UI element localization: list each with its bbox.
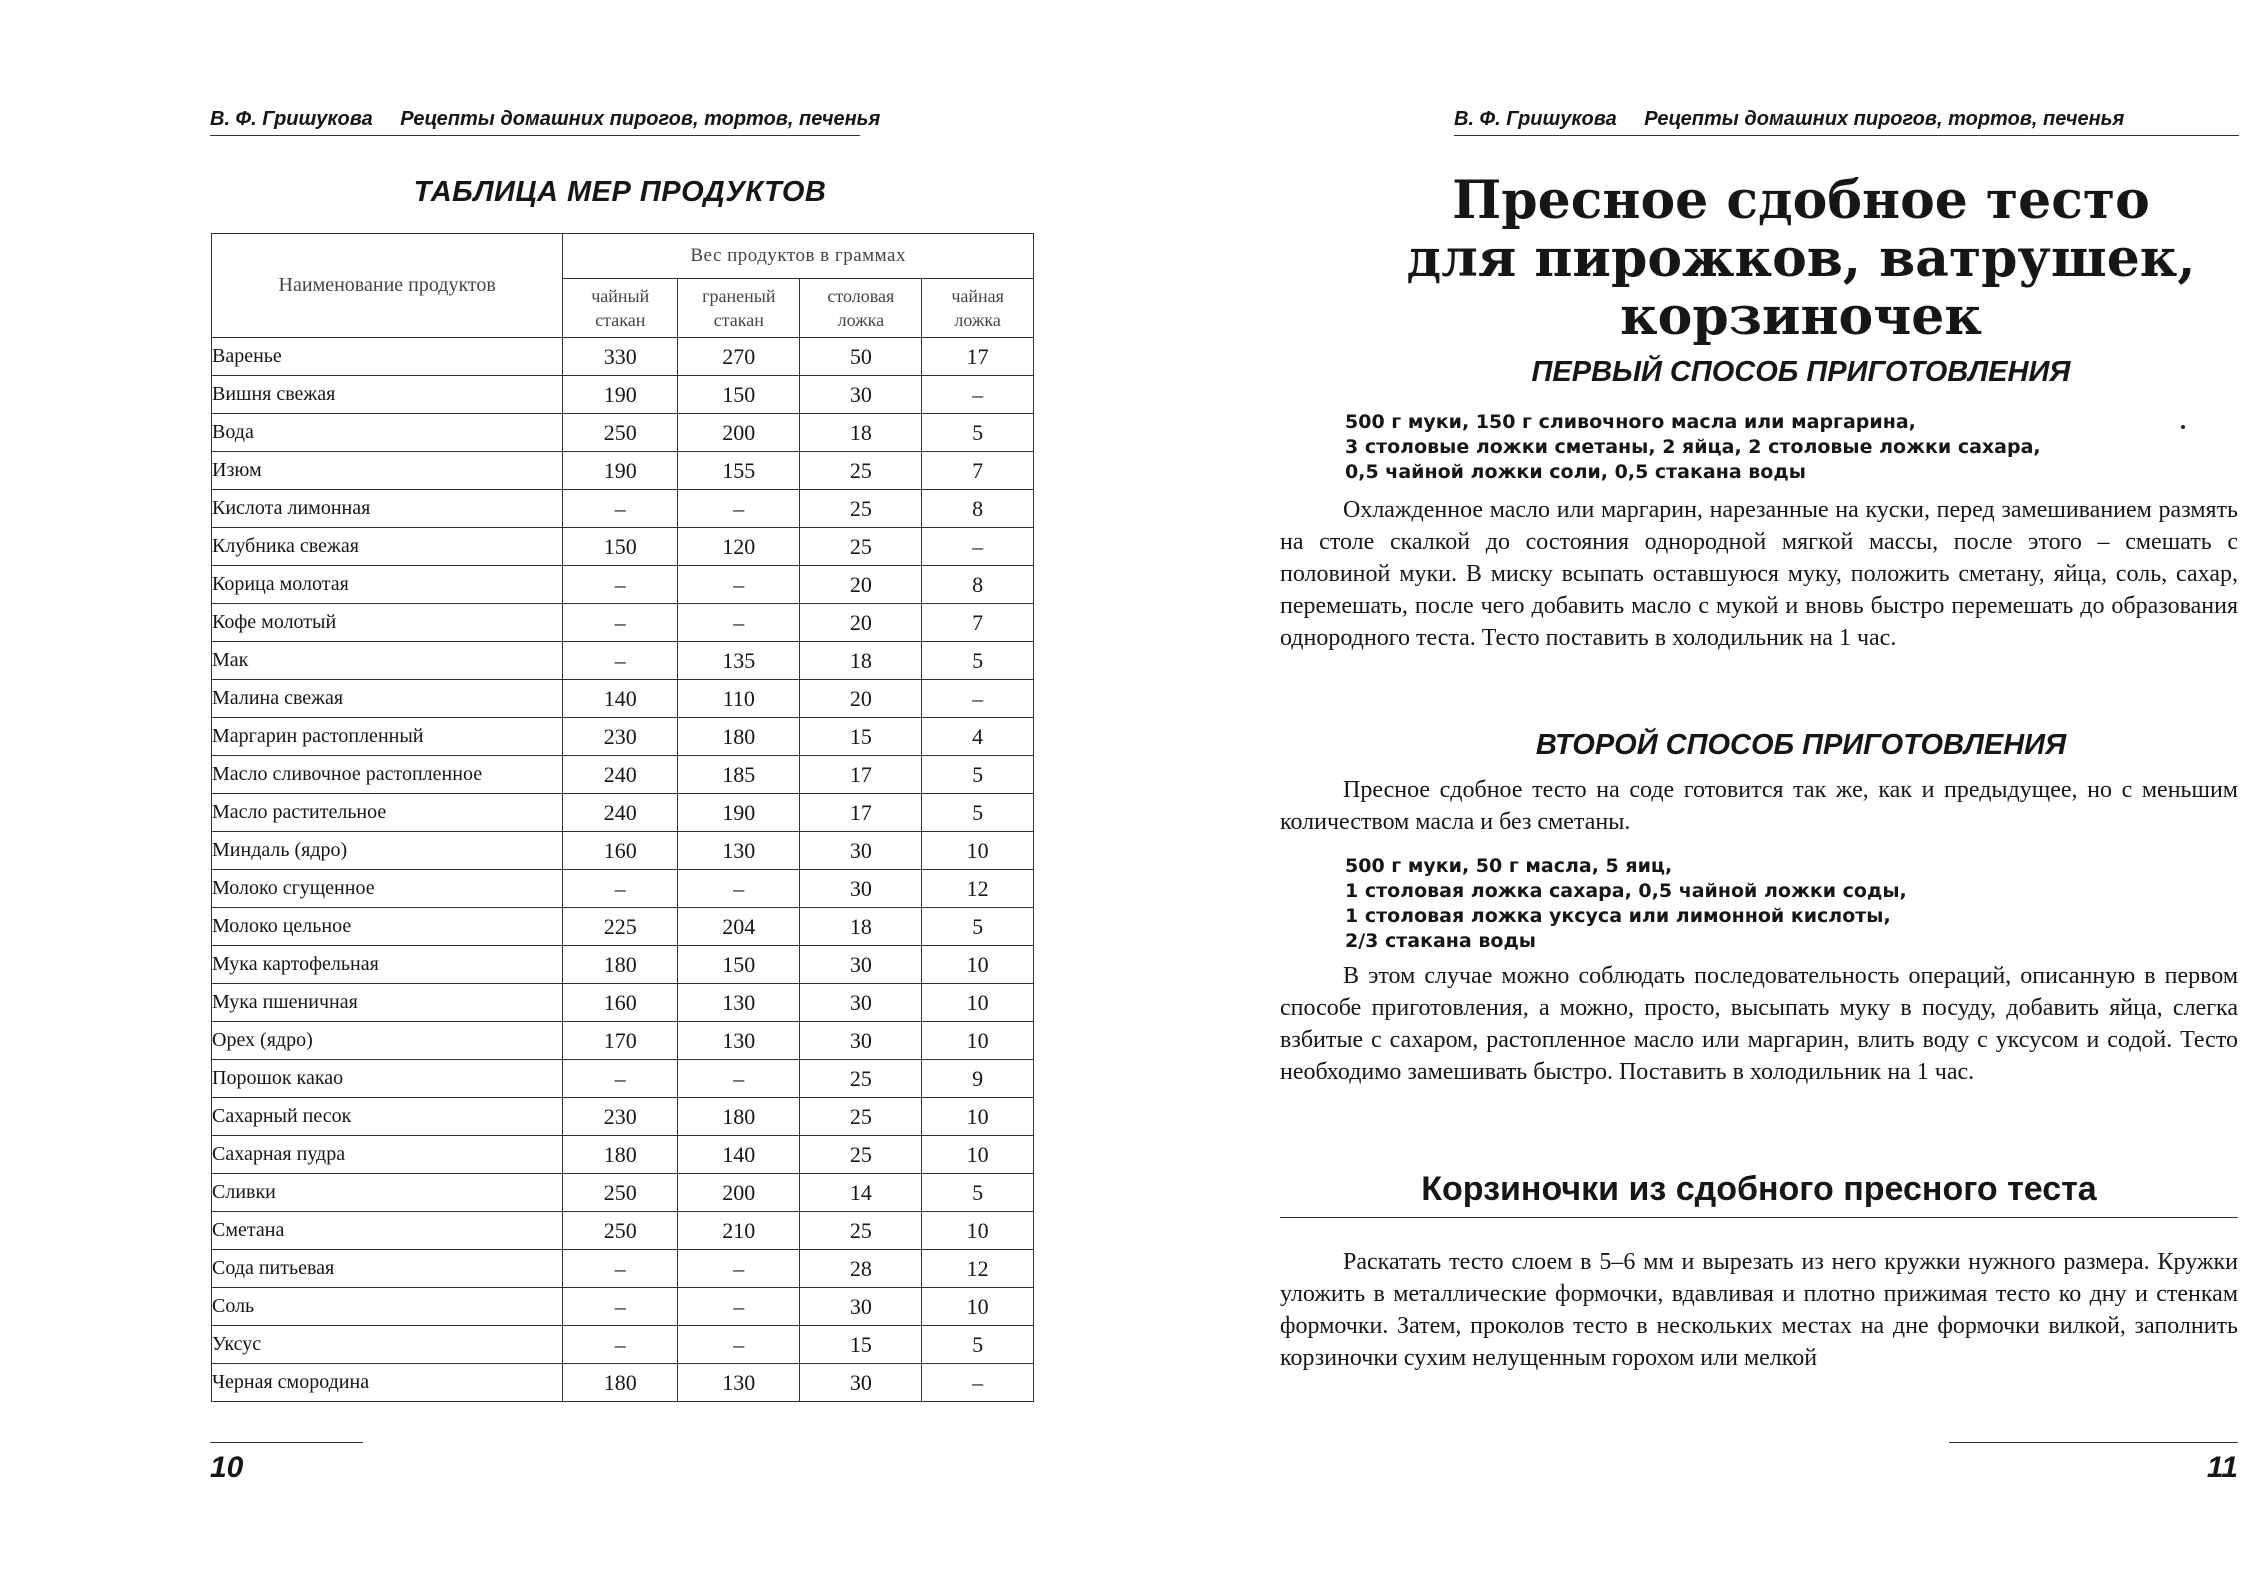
weight-cell: 20 bbox=[800, 604, 922, 642]
method2-heading: ВТОРОЙ СПОСОБ ПРИГОТОВЛЕНИЯ bbox=[1535, 729, 2067, 761]
weight-cell: 12 bbox=[922, 870, 1034, 908]
left-page bbox=[0, 0, 1131, 1596]
weight-cell: 140 bbox=[678, 1136, 800, 1174]
weight-cell: – bbox=[678, 1060, 800, 1098]
table-row bbox=[212, 908, 1034, 946]
weight-cell: 7 bbox=[922, 452, 1034, 490]
weight-cell: – bbox=[563, 604, 678, 642]
table-row bbox=[212, 1098, 1034, 1136]
table-row bbox=[212, 1060, 1034, 1098]
weight-cell: 10 bbox=[922, 946, 1034, 984]
weight-cell: 25 bbox=[800, 1060, 922, 1098]
weight-cell: 240 bbox=[563, 756, 678, 794]
weight-cell: 270 bbox=[678, 338, 800, 376]
weight-cell: 204 bbox=[678, 908, 800, 946]
table-row bbox=[212, 1212, 1034, 1250]
recipe-title-line: Пресное сдобное тесто bbox=[1452, 170, 2150, 231]
weight-cell: 15 bbox=[800, 718, 922, 756]
table-row bbox=[212, 604, 1034, 642]
product-name-cell: Черная смородина bbox=[212, 1364, 563, 1402]
weight-cell: – bbox=[922, 1364, 1034, 1402]
method2-text: В этом случае можно соблюдать последовательность операций, описанную в первом способе приготовления, а можно, просто, высыпать муку в посуду, добавить яйца, слегка взбитые с сахаром, растопленное масло или маргарин, влить воду с уксусом и содой. Тесто необходимо замешивать быстро. Поставить в холодильник на 1 час. bbox=[1280, 963, 2238, 1085]
weight-cell: 130 bbox=[678, 832, 800, 870]
table-row bbox=[212, 1022, 1034, 1060]
weight-cell: 25 bbox=[800, 1098, 922, 1136]
table-row bbox=[212, 1250, 1034, 1288]
product-name-cell: Маргарин растопленный bbox=[212, 718, 563, 756]
weight-cell: 10 bbox=[922, 1022, 1034, 1060]
product-name-cell: Сметана bbox=[212, 1212, 563, 1250]
weight-cell: 155 bbox=[678, 452, 800, 490]
weight-cell: 10 bbox=[922, 832, 1034, 870]
weight-cell: 17 bbox=[800, 794, 922, 832]
product-name-cell: Клубника свежая bbox=[212, 528, 563, 566]
weight-cell: 5 bbox=[922, 414, 1034, 452]
weight-cell: 180 bbox=[678, 718, 800, 756]
weight-cell: 10 bbox=[922, 1288, 1034, 1326]
weight-cell: – bbox=[678, 604, 800, 642]
weight-cell: 30 bbox=[800, 832, 922, 870]
ingredient-line: 3 столовые ложки сметаны, 2 яйца, 2 столовые ложки сахара, bbox=[1345, 436, 2041, 458]
product-name-cell: Масло сливочное растопленное bbox=[212, 756, 563, 794]
table-row bbox=[212, 452, 1034, 490]
weight-cell: – bbox=[678, 1250, 800, 1288]
weight-cell: – bbox=[678, 490, 800, 528]
weight-cell: 5 bbox=[922, 908, 1034, 946]
weight-cell: 12 bbox=[922, 1250, 1034, 1288]
ingredient-line: 2/3 стакана воды bbox=[1345, 930, 1536, 952]
weight-cell: 180 bbox=[563, 1364, 678, 1402]
weight-cell: 200 bbox=[678, 414, 800, 452]
weight-cell: 28 bbox=[800, 1250, 922, 1288]
weight-cell: 5 bbox=[922, 794, 1034, 832]
product-name-cell: Кофе молотый bbox=[212, 604, 563, 642]
weight-cell: 250 bbox=[563, 414, 678, 452]
table-row bbox=[212, 1288, 1034, 1326]
weight-cell: 200 bbox=[678, 1174, 800, 1212]
table-row bbox=[212, 794, 1034, 832]
header-product-name: Наименование продуктов bbox=[212, 234, 563, 338]
weight-cell: 5 bbox=[922, 756, 1034, 794]
measures-table bbox=[211, 233, 1034, 1402]
method1-heading: ПЕРВЫЙ СПОСОБ ПРИГОТОВЛЕНИЯ bbox=[1531, 356, 2071, 388]
weight-cell: – bbox=[678, 1288, 800, 1326]
weight-cell: 30 bbox=[800, 1022, 922, 1060]
weight-cell: 150 bbox=[563, 528, 678, 566]
product-name-cell: Вода bbox=[212, 414, 563, 452]
method2-intro: Пресное сдобное тесто на соде готовится так же, как и предыдущее, но с меньшим количеством масла и без сметаны. bbox=[1280, 777, 2238, 835]
weight-cell: 160 bbox=[563, 984, 678, 1022]
table-row bbox=[212, 870, 1034, 908]
weight-cell: 190 bbox=[563, 376, 678, 414]
product-name-cell: Сахарная пудра bbox=[212, 1136, 563, 1174]
weight-cell: 240 bbox=[563, 794, 678, 832]
weight-cell: 15 bbox=[800, 1326, 922, 1364]
weight-cell: 18 bbox=[800, 414, 922, 452]
weight-cell: 110 bbox=[678, 680, 800, 718]
running-head-book-title: Рецепты домашних пирогов, тортов, печенья bbox=[400, 108, 881, 130]
weight-cell: 30 bbox=[800, 1364, 922, 1402]
table-row bbox=[212, 338, 1034, 376]
weight-cell: 10 bbox=[922, 1136, 1034, 1174]
weight-cell: 5 bbox=[922, 1326, 1034, 1364]
weight-cell: 30 bbox=[800, 1288, 922, 1326]
product-name-cell: Варенье bbox=[212, 338, 563, 376]
weight-cell: 10 bbox=[922, 1212, 1034, 1250]
table-row bbox=[212, 756, 1034, 794]
weight-cell: 230 bbox=[563, 718, 678, 756]
table-row bbox=[212, 1364, 1034, 1402]
weight-cell: 120 bbox=[678, 528, 800, 566]
table-row bbox=[212, 718, 1034, 756]
header-teaspoon: чайная ложка bbox=[922, 279, 1034, 338]
weight-cell: 10 bbox=[922, 1098, 1034, 1136]
table-row bbox=[212, 680, 1034, 718]
weight-cell: 330 bbox=[563, 338, 678, 376]
weight-cell: 14 bbox=[800, 1174, 922, 1212]
weight-cell: 30 bbox=[800, 984, 922, 1022]
weight-cell: – bbox=[563, 870, 678, 908]
product-name-cell: Уксус bbox=[212, 1326, 563, 1364]
weight-cell: 135 bbox=[678, 642, 800, 680]
table-row bbox=[212, 414, 1034, 452]
product-name-cell: Сливки bbox=[212, 1174, 563, 1212]
table-row bbox=[212, 490, 1034, 528]
weight-cell: – bbox=[563, 490, 678, 528]
weight-cell: – bbox=[563, 642, 678, 680]
weight-cell: 30 bbox=[800, 376, 922, 414]
weight-cell: 25 bbox=[800, 490, 922, 528]
weight-cell: 170 bbox=[563, 1022, 678, 1060]
weight-cell: 230 bbox=[563, 1098, 678, 1136]
table-row bbox=[212, 528, 1034, 566]
weight-cell: – bbox=[678, 566, 800, 604]
weight-cell: – bbox=[563, 1060, 678, 1098]
weight-cell: – bbox=[922, 680, 1034, 718]
table-row bbox=[212, 984, 1034, 1022]
ingredient-line: 1 столовая ложка уксуса или лимонной кислоты, bbox=[1345, 905, 1891, 927]
weight-cell: 20 bbox=[800, 680, 922, 718]
method2-ingredients bbox=[1345, 854, 2245, 954]
product-name-cell: Молоко цельное bbox=[212, 908, 563, 946]
product-name-cell: Сахарный песок bbox=[212, 1098, 563, 1136]
weight-cell: 130 bbox=[678, 1364, 800, 1402]
weight-cell: – bbox=[922, 528, 1034, 566]
product-name-cell: Малина свежая bbox=[212, 680, 563, 718]
recipe-title-line: корзиночек bbox=[1620, 286, 1982, 347]
weight-cell: 140 bbox=[563, 680, 678, 718]
weight-cell: 190 bbox=[678, 794, 800, 832]
weight-cell: 185 bbox=[678, 756, 800, 794]
weight-cell: 17 bbox=[800, 756, 922, 794]
weight-cell: 180 bbox=[563, 946, 678, 984]
weight-cell: 160 bbox=[563, 832, 678, 870]
product-name-cell: Мак bbox=[212, 642, 563, 680]
header-tea-glass: чайный стакан bbox=[563, 279, 678, 338]
ingredient-line: 0,5 чайной ложки соли, 0,5 стакана воды bbox=[1345, 461, 1806, 483]
weight-cell: 180 bbox=[563, 1136, 678, 1174]
weight-cell: – bbox=[563, 566, 678, 604]
running-head-left bbox=[210, 108, 881, 136]
product-name-cell: Мука картофельная bbox=[212, 946, 563, 984]
recipe-title bbox=[1311, 172, 2263, 346]
table-row bbox=[212, 1136, 1034, 1174]
weight-cell: 8 bbox=[922, 566, 1034, 604]
weight-cell: 150 bbox=[678, 946, 800, 984]
weight-cell: 7 bbox=[922, 604, 1034, 642]
weight-cell: 25 bbox=[800, 1136, 922, 1174]
weight-cell: 4 bbox=[922, 718, 1034, 756]
product-name-cell: Сода питьевая bbox=[212, 1250, 563, 1288]
weight-cell: 30 bbox=[800, 946, 922, 984]
header-tablespoon: столовая ложка bbox=[800, 279, 922, 338]
weight-cell: 250 bbox=[563, 1212, 678, 1250]
weight-cell: 225 bbox=[563, 908, 678, 946]
table-row bbox=[212, 1174, 1034, 1212]
right-page bbox=[1131, 0, 2263, 1596]
weight-cell: 9 bbox=[922, 1060, 1034, 1098]
weight-cell: – bbox=[678, 1326, 800, 1364]
ingredient-line: 500 г муки, 50 г масла, 5 яиц, bbox=[1345, 855, 1673, 877]
weight-cell: 25 bbox=[800, 452, 922, 490]
weight-cell: 20 bbox=[800, 566, 922, 604]
weight-cell: 8 bbox=[922, 490, 1034, 528]
ingredient-line: 500 г муки, 150 г сливочного масла или маргарина, bbox=[1345, 411, 1916, 433]
ingredient-line: 1 столовая ложка сахара, 0,5 чайной ложки соды, bbox=[1345, 880, 1907, 902]
recipe-title-line: для пирожков, ватрушек, bbox=[1406, 228, 2196, 289]
running-head-author: В. Ф. Гришукова bbox=[210, 108, 373, 130]
product-name-cell: Вишня свежая bbox=[212, 376, 563, 414]
weight-cell: 18 bbox=[800, 642, 922, 680]
weight-cell: 130 bbox=[678, 1022, 800, 1060]
weight-cell: 10 bbox=[922, 984, 1034, 1022]
table-row bbox=[212, 642, 1034, 680]
header-weight-group: Вес продуктов в граммах bbox=[563, 234, 1034, 279]
method1-ingredients bbox=[1345, 410, 2245, 485]
weight-cell: 30 bbox=[800, 870, 922, 908]
weight-cell: 25 bbox=[800, 528, 922, 566]
product-name-cell: Соль bbox=[212, 1288, 563, 1326]
weight-cell: 150 bbox=[678, 376, 800, 414]
weight-cell: – bbox=[922, 376, 1034, 414]
weight-cell: – bbox=[563, 1250, 678, 1288]
page-number-left: 10 bbox=[210, 1442, 363, 1485]
product-name-cell: Орех (ядро) bbox=[212, 1022, 563, 1060]
weight-cell: 5 bbox=[922, 642, 1034, 680]
product-name-cell: Корица молотая bbox=[212, 566, 563, 604]
page-number-right: 11 bbox=[1949, 1442, 2238, 1485]
measures-table-body bbox=[212, 338, 1034, 1402]
product-name-cell: Порошок какао bbox=[212, 1060, 563, 1098]
weight-cell: – bbox=[563, 1288, 678, 1326]
weight-cell: 250 bbox=[563, 1174, 678, 1212]
table-row bbox=[212, 566, 1034, 604]
weight-cell: – bbox=[678, 870, 800, 908]
running-head-author: В. Ф. Гришукова bbox=[1454, 108, 1617, 130]
weight-cell: 130 bbox=[678, 984, 800, 1022]
baskets-text: Раскатать тесто слоем в 5–6 мм и вырезать из него кружки нужного размера. Кружки уложить в металлические формочки, вдавливая и плотно прижимая тесто ко дну и стенкам формочки. Затем, проколов тесто в нескольких местах на дне формочки вилкой, заполнить корзиночки сухим нелущенным горохом или мелкой bbox=[1280, 1249, 2238, 1371]
table-row bbox=[212, 946, 1034, 984]
weight-cell: 210 bbox=[678, 1212, 800, 1250]
weight-cell: 180 bbox=[678, 1098, 800, 1136]
product-name-cell: Мука пшеничная bbox=[212, 984, 563, 1022]
method1-text: Охлажденное масло или маргарин, нарезанные на куски, перед замешиванием размять на столе скалкой до состояния однородной мягкой массы, после этого – смешать с половиной муки. В миску всыпать оставшуюся муку, положить сметану, яйца, соль, сахар, перемешать, после чего добавить масло с мукой и вновь быстро перемешать до образования однородного теста. Тесто поставить в холодильник на 1 час. bbox=[1280, 497, 2238, 651]
weight-cell: 17 bbox=[922, 338, 1034, 376]
weight-cell: 190 bbox=[563, 452, 678, 490]
product-name-cell: Изюм bbox=[212, 452, 563, 490]
header-faceted-glass: граненый стакан bbox=[678, 279, 800, 338]
product-name-cell: Масло растительное bbox=[212, 794, 563, 832]
product-name-cell: Молоко сгущенное bbox=[212, 870, 563, 908]
running-head-book-title: Рецепты домашних пирогов, тортов, печенья bbox=[1644, 108, 2125, 130]
weight-cell: 18 bbox=[800, 908, 922, 946]
table-row bbox=[212, 1326, 1034, 1364]
product-name-cell: Кислота лимонная bbox=[212, 490, 563, 528]
weight-cell: 5 bbox=[922, 1174, 1034, 1212]
weight-cell: 25 bbox=[800, 1212, 922, 1250]
table-row bbox=[212, 832, 1034, 870]
weight-cell: – bbox=[563, 1326, 678, 1364]
table-title: ТАБЛИЦА МЕР ПРОДУКТОВ bbox=[413, 176, 827, 208]
baskets-heading: Корзиночки из сдобного пресного теста bbox=[1280, 1170, 2238, 1218]
table-row bbox=[212, 376, 1034, 414]
running-head-right bbox=[1454, 108, 2239, 136]
product-name-cell: Миндаль (ядро) bbox=[212, 832, 563, 870]
weight-cell: 50 bbox=[800, 338, 922, 376]
